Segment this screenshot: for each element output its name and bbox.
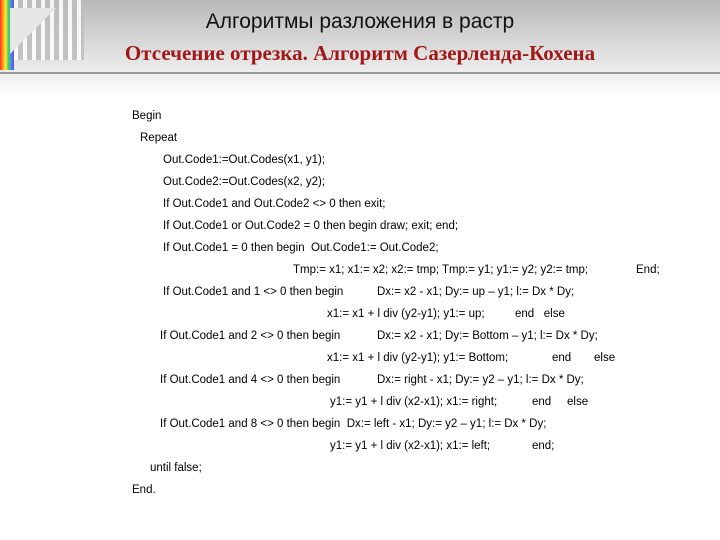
code-line: End; <box>636 264 660 276</box>
code-line-repeat: Repeat <box>140 132 178 144</box>
code-line: y1:= y1 + l div (x2-x1); x1:= left; <box>330 440 491 452</box>
code-line: If Out.Code1 and 2 <> 0 then begin <box>160 330 341 342</box>
code-line: end <box>552 352 572 364</box>
code-line: end else <box>515 308 565 320</box>
code-line: end; <box>532 440 555 452</box>
code-line: If Out.Code1 and 8 <> 0 then begin Dx:= left - x1; Dy:= y2 – y1; l:= Dx * Dy; <box>160 418 547 430</box>
code-line: y1:= y1 + l div (x2-x1); x1:= right; <box>330 396 498 408</box>
code-line: end <box>532 396 552 408</box>
code-line: until false; <box>150 462 202 474</box>
code-line: If Out.Code1 and 4 <> 0 then begin <box>160 374 341 386</box>
title-divider <box>0 72 720 74</box>
code-line: x1:= x1 + l div (y2-y1); y1:= Bottom; <box>327 352 509 364</box>
code-line: Dx:= x2 - x1; Dy:= Bottom – y1; l:= Dx * Dy; <box>377 330 598 342</box>
code-line-end: End. <box>132 484 156 496</box>
code-line: Dx:= right - x1; Dy:= y2 – y1; l:= Dx * Dy; <box>377 374 584 386</box>
code-line: If Out.Code1 and 1 <> 0 then begin <box>163 286 344 298</box>
slide-subtitle: Отсечение отрезка. Алгоритм Сазерленда-Кохена <box>124 41 596 65</box>
code-line: Tmp:= x1; x1:= x2; x2:= tmp; Tmp:= y1; y1:= y2; y2:= tmp; <box>293 264 589 276</box>
slide-title: Алгоритмы разложения в растр <box>205 10 515 33</box>
code-line: else <box>594 352 616 364</box>
code-line: x1:= x1 + l div (y2-y1); y1:= up; <box>327 308 485 320</box>
code-line: else <box>567 396 589 408</box>
code-line: If Out.Code1 and Out.Code2 <> 0 then exit; <box>163 198 386 210</box>
code-line: Out.Code1:=Out.Codes(x1, y1); <box>163 154 326 166</box>
code-line: Dx:= x2 - x1; Dy:= up – y1; l:= Dx * Dy; <box>377 286 575 298</box>
code-line: If Out.Code1 or Out.Code2 = 0 then begin draw; exit; end; <box>163 220 459 232</box>
code-line-begin: Begin <box>132 110 162 122</box>
code-line: Out.Code2:=Out.Codes(x2, y2); <box>163 176 326 188</box>
code-line: If Out.Code1 = 0 then begin Out.Code1:= Out.Code2; <box>163 242 439 254</box>
